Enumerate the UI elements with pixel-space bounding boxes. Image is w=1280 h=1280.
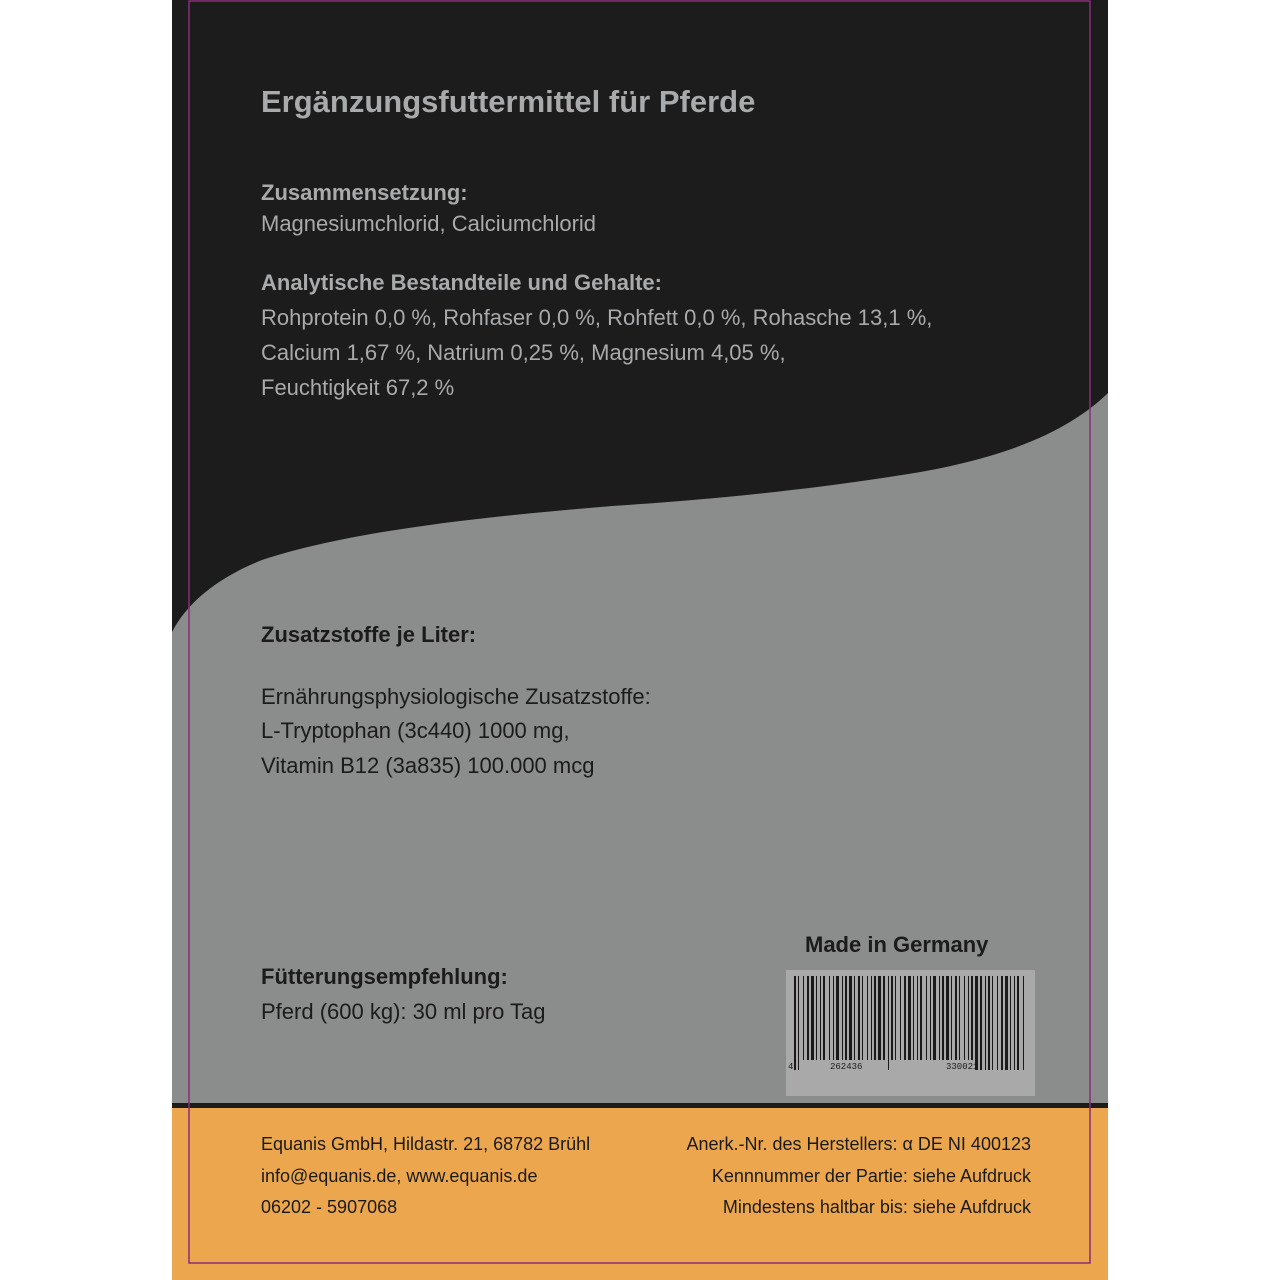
barcode-bar [930,976,931,1060]
footer-approval-number: Anerk.-Nr. des Herstellers: α DE NI 400123 [686,1134,1031,1154]
barcode-bar [992,976,993,1070]
barcode-bar [997,976,998,1070]
barcode-bar [871,976,872,1060]
feeding-heading: Fütterungsempfehlung: [261,964,508,989]
barcode-bar [849,976,852,1060]
barcode-bar [1005,976,1008,1070]
barcode-bar [833,976,834,1060]
barcode-bar [959,976,960,1060]
barcode-bar [926,976,927,1060]
footer-company-address: Equanis GmbH, Hildastr. 21, 68782 Brühl [261,1134,591,1154]
composition-heading: Zusammensetzung: [261,180,468,205]
analytical-line: Feuchtigkeit 67,2 % [261,375,455,400]
analytical-line: Rohprotein 0,0 %, Rohfaser 0,0 %, Rohfett 0,0 %, Rohasche 13,1 %, [261,305,933,330]
barcode-bar [888,976,889,1070]
barcode-bar [939,976,940,1060]
barcode-bar [794,976,796,1070]
barcode-bar [811,976,814,1060]
barcode-bar [803,976,804,1060]
barcode-bar [878,976,881,1060]
additives-line: L-Tryptophan (3c440) 1000 mg, [261,718,570,743]
analytical-line: Calcium 1,67 %, Natrium 0,25 %, Magnesium 4,05 %, [261,340,786,365]
barcode-bar [920,976,922,1060]
barcode-bar [971,976,973,1060]
barcode-bar [867,976,868,1060]
feeding-text: Pferd (600 kg): 30 ml pro Tag [261,999,546,1024]
barcode-first-digit: 4 [788,1062,794,1072]
barcode-left-group: 262436 [830,1062,863,1072]
barcode-bar [836,976,839,1060]
barcode-bar [858,976,860,1060]
barcode [786,970,1035,1096]
barcode-bar [951,976,952,1060]
barcode-bar [933,976,936,1060]
barcode-bar [807,976,809,1060]
barcode-bar [862,976,863,1060]
barcode-bar [1010,976,1011,1070]
barcode-bar [980,976,982,1070]
barcode-bar [883,976,885,1060]
footer-best-before: Mindestens haltbar bis: siehe Aufdruck [722,1197,1031,1217]
barcode-bar [964,976,965,1060]
barcode-bars [786,970,1035,1096]
analytical-heading: Analytische Bestandteile und Gehalte: [261,270,662,295]
barcode-bar [895,976,896,1060]
barcode-bar [829,976,830,1060]
barcode-bar [874,976,876,1060]
barcode-bar [823,976,825,1060]
barcode-bar [820,976,821,1060]
label-panel [172,0,1108,1280]
footer-batch-number: Kennnummer der Partie: siehe Aufdruck [711,1166,1031,1186]
barcode-bar [900,976,901,1060]
footer-phone: 06202 - 5907068 [261,1197,398,1217]
barcode-bar [975,976,978,1070]
additives-line: Vitamin B12 (3a835) 100.000 mcg [261,753,595,778]
barcode-bar [798,976,799,1070]
barcode-right-group: 330021 [946,1062,979,1072]
barcode-bar [1017,976,1019,1070]
barcode-bar [968,976,969,1060]
barcode-bar [854,976,855,1060]
barcode-bar [985,976,986,1070]
barcode-bar [908,976,911,1060]
barcode-bar [1014,976,1015,1070]
barcode-bar [845,976,847,1060]
barcode-bar [904,976,906,1060]
barcode-bar [1023,976,1024,1070]
barcode-bar [842,976,843,1060]
barcode-bar [917,976,918,1060]
barcode-bar [891,976,893,1060]
barcode-bar [816,976,817,1060]
barcode-bar [913,976,914,1060]
barcode-bar [955,976,957,1060]
product-title: Ergänzungsfuttermittel für Pferde [261,84,756,119]
made-in-label: Made in Germany [805,932,989,957]
additives-heading: Zusatzstoffe je Liter: [261,622,477,647]
barcode-bar [988,976,990,1070]
footer-contact: info@equanis.de, www.equanis.de [261,1166,538,1186]
composition-text: Magnesiumchlorid, Calciumchlorid [261,211,597,236]
barcode-bar [942,976,944,1060]
additives-line: Ernährungsphysiologische Zusatzstoffe: [261,684,651,709]
footer-separator [172,1103,1108,1108]
barcode-bar [946,976,949,1060]
barcode-bar [1001,976,1003,1070]
